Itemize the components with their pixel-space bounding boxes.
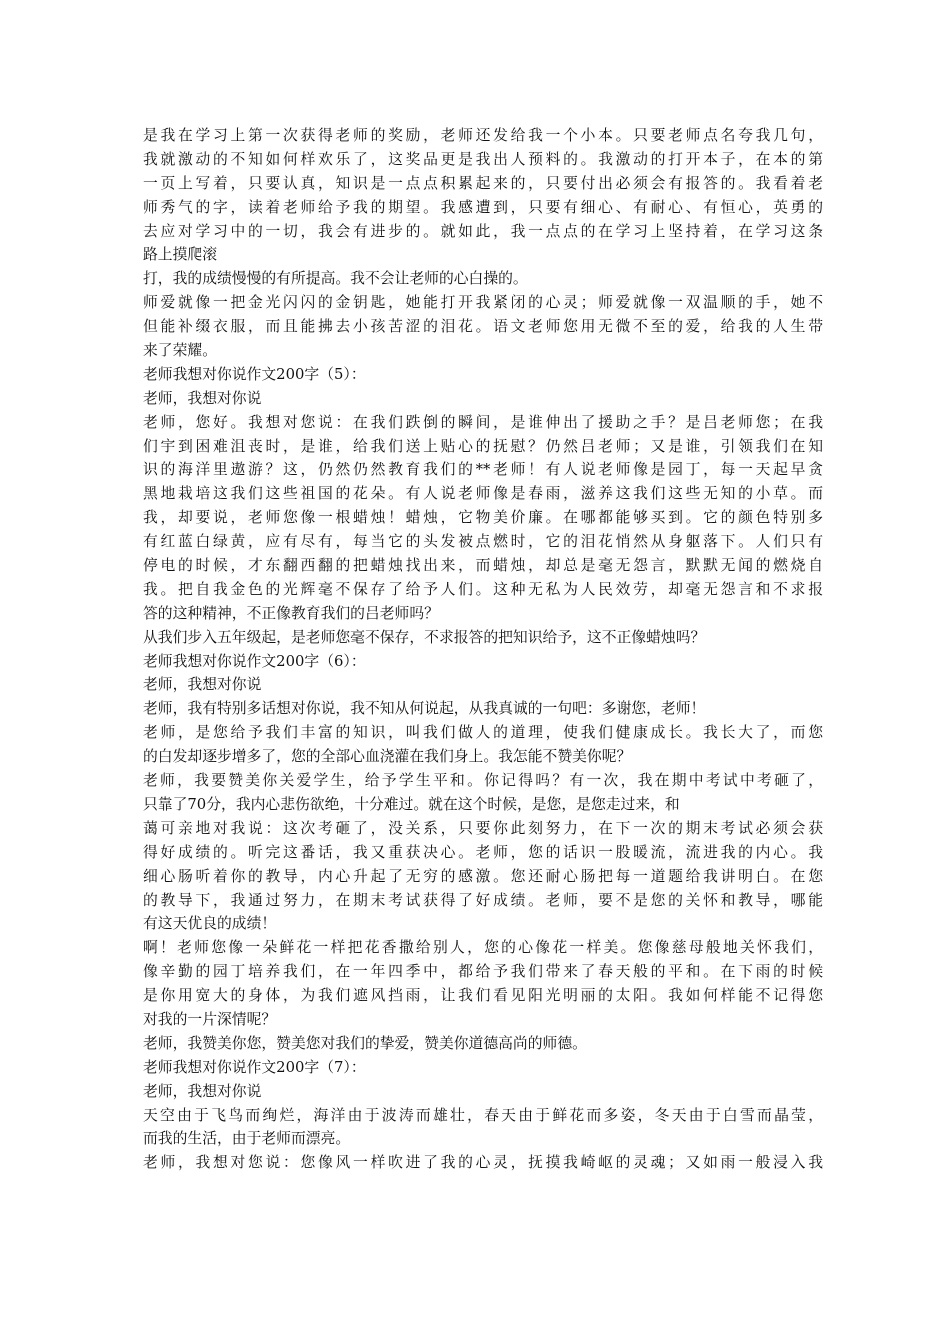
text-line: 老师，您好。我想对您说：在我们跌倒的瞬间，是谁伸出了援助之手？是吕老师您；在我	[143, 413, 823, 431]
text-line: 蔼可亲地对我说：这次考砸了，没关系，只要你此刻努力，在下一次的期末考试必须会获	[143, 819, 823, 837]
text-line: 老师，我想对您说：您像风一样吹进了我的心灵，抚摸我崎岖的灵魂；又如雨一般浸入我	[143, 1154, 823, 1172]
text-line: 我，却要说，老师您像一根蜡烛！蜡烛，它物美价廉。在哪都能够买到。它的颜色特别多	[143, 509, 823, 527]
text-line: 从我们步入五年级起，是老师您毫不保存，不求报答的把知识给予，这不正像蜡烛吗？	[143, 628, 706, 646]
text-line: 有这天优良的成绩！	[143, 915, 277, 933]
document-page	[143, 124, 823, 1175]
text-line: 来了荣耀。	[143, 342, 217, 360]
text-line: 去应对学习中的一切，我会有进步的。就如此，我一点点的在学习上坚持着，在学习这条	[143, 222, 823, 240]
text-line: 只靠了70分，我内心悲伤欲绝，十分难过。就在这个时候，是您，是您走过来，和	[143, 795, 680, 813]
text-line: 像辛勤的园丁培养我们，在一年四季中，都给予我们带来了春天般的平和。在下雨的时候	[143, 963, 823, 981]
text-line: 我就激动的不知如何样欢乐了，这奖品更是我出人预料的。我激动的打开本子，在本的第	[143, 150, 823, 168]
text-line: 老师，我想对你说	[143, 1082, 262, 1100]
text-line: 老师，我有特别多话想对你说，我不知从何说起，从我真诚的一句吧：多谢您，老师！	[143, 700, 706, 718]
text-line: 师爱就像一把金光闪闪的金钥匙，她能打开我紧闭的心灵；师爱就像一双温顺的手，她不	[143, 294, 823, 312]
text-line: 老师，我要赞美你关爱学生，给予学生平和。你记得吗？有一次，我在期中考试中考砸了，	[143, 772, 823, 790]
text-line: 天空由于飞鸟而绚烂，海洋由于波涛而雄壮，春天由于鲜花而多姿，冬天由于白雪而晶莹，	[143, 1106, 823, 1124]
text-line: 识的海洋里遨游？这，仍然仍然教育我们的**老师！有人说老师像是园丁，每一天起早贪	[143, 461, 823, 479]
text-line: 但能补缀衣服，而且能拂去小孩苦涩的泪花。语文老师您用无微不至的爱，给我的人生带	[143, 318, 823, 336]
text-line: 老师我想对你说作文200字（6）：	[143, 652, 366, 670]
text-line: 有红蓝白绿黄，应有尽有，每当它的头发被点燃时，它的泪花悄然从身躯落下。人们只有	[143, 533, 823, 551]
text-line: 老师，我赞美你您，赞美您对我们的挚爱，赞美你道德高尚的师德。	[143, 1034, 587, 1052]
text-line: 停电的时候，才东翻西翻的把蜡烛找出来，而蜡烛，却总是毫无怨言，默默无闻的燃烧自	[143, 557, 823, 575]
text-line: 老师我想对你说作文200字（5）：	[143, 365, 366, 383]
text-line: 的白发却逐步增多了，您的全部心血浇灌在我们身上。我怎能不赞美你呢？	[143, 748, 632, 766]
text-line: 得好成绩的。听完这番话，我又重获决心。老师，您的话识一股暖流，流进我的内心。我	[143, 843, 823, 861]
text-line: 老师我想对你说作文200字（7）：	[143, 1058, 366, 1076]
text-line: 答的这种精神，不正像教育我们的吕老师吗？	[143, 604, 439, 622]
text-line: 路上摸爬滚	[143, 246, 217, 264]
text-line: 一页上写着，只要认真，知识是一点点积累起来的，只要付出必须会有报答的。我看着老	[143, 174, 823, 192]
text-line: 黑地栽培这我们这些祖国的花朵。有人说老师像是春雨，滋养这我们这些无知的小草。而	[143, 485, 823, 503]
text-line: 我。把自我金色的光辉毫不保存了给予人们。这种无私为人民效劳，却毫无怨言和不求报	[143, 580, 823, 598]
text-line: 师秀气的字，读着老师给予我的期望。我感遭到，只要有细心、有耐心、有恒心，英勇的	[143, 198, 823, 216]
text-line: 的教导下，我通过努力，在期末考试获得了好成绩。老师，要不是您的关怀和教导，哪能	[143, 891, 823, 909]
text-line: 老师，我想对你说	[143, 676, 262, 694]
text-line: 老师，是您给予我们丰富的知识，叫我们做人的道理，使我们健康成长。我长大了，而您	[143, 724, 823, 742]
text-line: 对我的一片深情呢？	[143, 1010, 277, 1028]
text-line: 老师，我想对你说	[143, 389, 262, 407]
text-line: 是你用宽大的身体，为我们遮风挡雨，让我们看见阳光明丽的太阳。我如何样能不记得您	[143, 987, 823, 1005]
text-line: 细心肠听着你的教导，内心升起了无穷的感激。您还耐心肠把每一道题给我讲明白。在您	[143, 867, 823, 885]
text-line: 打，我的成绩慢慢的有所提高。我不会让老师的心白操的。	[143, 270, 528, 288]
text-line: 而我的生活，由于老师而漂亮。	[143, 1130, 351, 1148]
text-line: 是我在学习上第一次获得老师的奖励，老师还发给我一个小本。只要老师点名夸我几句，	[143, 127, 823, 144]
text-line: 啊！老师您像一朵鲜花一样把花香撒给别人，您的心像花一样美。您像慈母般地关怀我们，	[143, 939, 823, 957]
text-line: 们宇到困难沮丧时，是谁，给我们送上贴心的抚慰？仍然吕老师；又是谁，引领我们在知	[143, 437, 823, 455]
